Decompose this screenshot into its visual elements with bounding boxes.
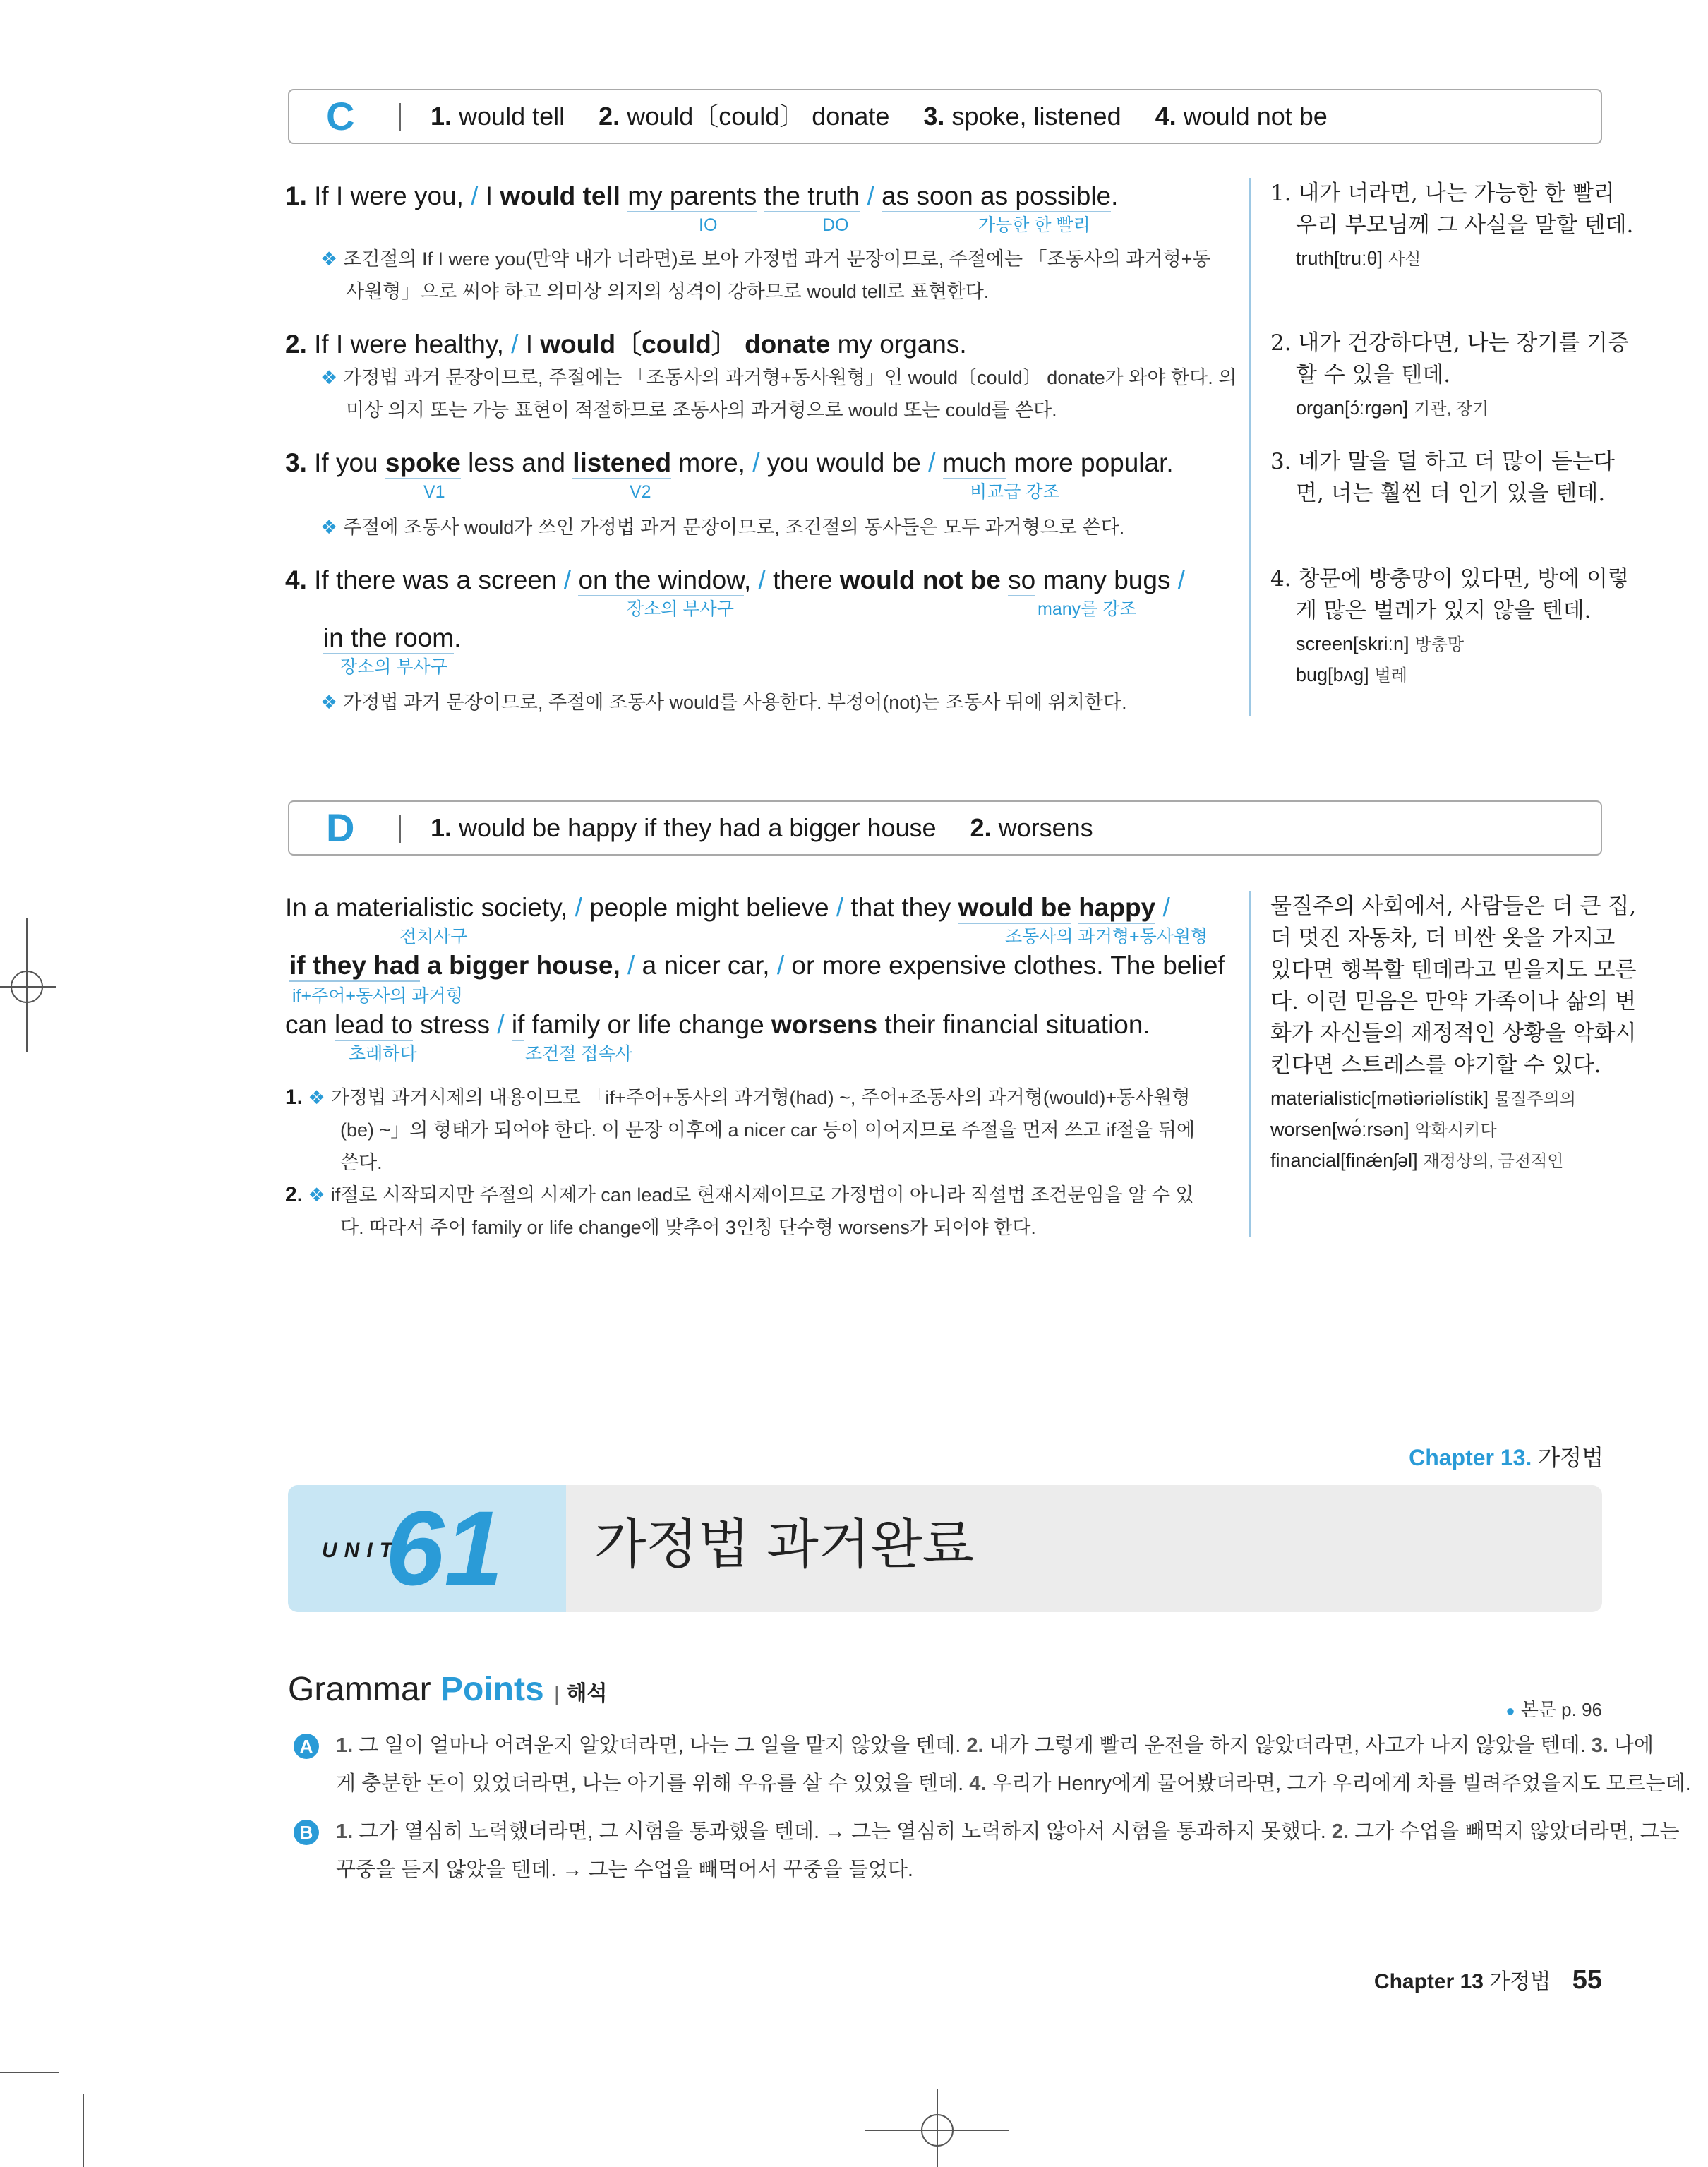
item-number: 2.	[966, 1734, 984, 1757]
text: or more expensive clothes. The belief	[784, 951, 1225, 980]
vocab-word: truth[truːθ]	[1296, 248, 1383, 269]
underlined: if they had	[289, 951, 420, 982]
note-text: 미상 의지 또는 가능 표현이 적절하므로 조동사의 과거형으로 would 또는 could를 쓴다.	[346, 400, 1057, 421]
vocab-meaning: 사실	[1388, 250, 1421, 269]
text: a nicer car,	[635, 951, 770, 980]
vocab-meaning: 방충망	[1414, 635, 1465, 654]
translation-text: 더 멋진 자동차, 더 비싼 옷을 가지고	[1270, 925, 1616, 951]
slash: /	[563, 565, 572, 594]
vocab-word: bug[bʌg]	[1296, 664, 1369, 685]
slash: /	[928, 448, 936, 477]
underlined: my parents	[627, 181, 757, 212]
note-text: 사원형」으로 써야 하고 의미상 의지의 성격이 강하므로 would tell로 표현한다.	[346, 281, 990, 302]
underlined: lead to	[335, 1010, 413, 1041]
underlined: on the window	[578, 565, 744, 596]
underlined: the truth	[764, 181, 860, 212]
text: more popular.	[1006, 448, 1174, 477]
section-letter-d: D	[326, 805, 355, 850]
chapter-label: Chapter 13.	[1409, 1445, 1532, 1470]
vocab-word: screen[skriːn]	[1296, 633, 1409, 654]
vocab-word: worsen[wə́ːrsən]	[1270, 1119, 1409, 1140]
text: stress	[413, 1010, 490, 1039]
text: can	[285, 1010, 335, 1039]
text: more,	[671, 448, 745, 477]
answer-num: 1.	[431, 102, 452, 131]
text: their financial situation.	[877, 1010, 1150, 1039]
text: that they	[843, 893, 958, 922]
footer-chapter: Chapter 13	[1373, 1970, 1484, 1993]
text: you would be	[759, 448, 921, 477]
translation-text: 게 많은 벌레가 있지 않을 텐데.	[1296, 598, 1592, 623]
annotation: V2	[630, 482, 651, 502]
slash: /	[776, 951, 785, 980]
note-text: if절로 시작되지만 주절의 시제가 can lead로 현재시제이므로 가정법이 아니라 직설법 조건문임을 알 수 있	[330, 1184, 1194, 1206]
note-text: 가정법 과거 문장이므로, 주절에 조동사 would를 사용한다. 부정어(not)는 조동사 뒤에 위치한다.	[343, 692, 1127, 713]
text: people might believe	[582, 893, 829, 922]
underlined: would be	[958, 893, 1071, 924]
underlined: if	[512, 1010, 525, 1041]
slash: /	[575, 893, 582, 922]
underlined: so	[1008, 565, 1035, 596]
text: 게 충분한 돈이 있었더라면, 나는 아기를 위해 우유를 살 수 있었을 텐데.	[336, 1772, 970, 1795]
unit-title: 가정법 과거완료	[594, 1513, 975, 1575]
underlined: much	[943, 448, 1006, 479]
note-text: 가정법 과거 문장이므로, 주절에는 「조동사의 과거형+동사원형」인 would〔could〕 donate가 와야 한다. 의	[343, 367, 1237, 388]
answer-text: spoke, listened	[944, 102, 1121, 131]
note-number: 2.	[285, 1183, 303, 1206]
text: 우리가 Henry에게 물어봤더라면, 그가 우리에게 차를 빌려주었을지도 모르는데.	[986, 1772, 1691, 1795]
bullet-dot-icon: ●	[1505, 1702, 1515, 1719]
slash: /	[752, 448, 760, 477]
section-badge-a: A	[294, 1734, 319, 1759]
item-number: 1.	[285, 181, 307, 210]
item-number: 1.	[336, 1820, 354, 1843]
text: 그 일이 얼마나 어려운지 알았더라면, 나는 그 일을 맡지 않았을 텐데.	[353, 1734, 967, 1757]
translation-text: 4. 창문에 방충망이 있다면, 방에 이렇	[1270, 566, 1629, 592]
heading-divider: |	[554, 1683, 560, 1705]
annotation: 초래하다	[349, 1044, 417, 1064]
text: my organs.	[830, 330, 967, 359]
slash: /	[1177, 565, 1186, 594]
translation-text: 킨다면 스트레스를 야기할 수 있다.	[1270, 1052, 1601, 1078]
annotation: many를 강조	[1038, 599, 1137, 619]
answer-num: 2.	[970, 813, 992, 842]
item-number: 2.	[1331, 1820, 1349, 1843]
vocab-word: organ[ɔ́ːrgən]	[1296, 397, 1409, 419]
annotation: 장소의 부사구	[340, 657, 447, 677]
text: In a materialistic society,	[285, 893, 568, 922]
slash: /	[758, 565, 766, 594]
diamond-icon: ❖	[320, 517, 338, 538]
text: 그가 수업을 빼먹지 않았더라면, 그는	[1349, 1820, 1680, 1843]
translation-text: 2. 내가 건강하다면, 나는 장기를 기증	[1270, 330, 1629, 356]
answer-num: 4.	[1155, 102, 1177, 131]
note-number: 1.	[285, 1086, 303, 1109]
vocab-meaning: 기관, 장기	[1414, 400, 1489, 419]
text: 꾸중을 듣지 않았을 텐데. → 그는 수업을 빼먹어서 꾸중을 들었다.	[336, 1859, 913, 1881]
diamond-icon: ❖	[320, 692, 338, 713]
vocab-meaning: 물질주의의	[1494, 1090, 1576, 1109]
translation-text: 화가 자신들의 재정적인 상황을 악화시	[1270, 1021, 1637, 1046]
slash: /	[511, 330, 519, 359]
annotation: 비교급 강조	[970, 482, 1060, 502]
vocab-meaning: 재정상의, 금전적인	[1423, 1152, 1564, 1171]
text: there	[765, 565, 840, 594]
vocab-word: materialistic[mətìəriəlístik]	[1270, 1088, 1489, 1109]
annotation: 가능한 한 빨리	[978, 215, 1090, 235]
item-number: 2.	[285, 330, 307, 359]
underlined: listened	[572, 448, 671, 479]
text: If I were healthy,	[314, 330, 504, 359]
diamond-icon: ❖	[320, 367, 338, 388]
annotation: if+주어+동사의 과거형	[292, 986, 463, 1006]
annotation: 장소의 부사구	[627, 599, 734, 619]
text: would not be	[839, 565, 1001, 594]
footer-title: 가정법	[1483, 1970, 1551, 1993]
annotation: 전치사구	[399, 927, 468, 947]
vocab-meaning: 악화시키다	[1414, 1121, 1497, 1140]
note-text: 다. 따라서 주어 family or life change에 맞추어 3인칭 단수형 worsens가 되어야 한다.	[340, 1217, 1036, 1238]
note-text: 주절에 조동사 would가 쓰인 가정법 과거 문장이므로, 조건절의 동사들은 모두 과거형으로 쓴다.	[343, 517, 1125, 538]
item-number: 4.	[285, 565, 307, 594]
underlined: in the room	[323, 623, 454, 654]
answer-text: would not be	[1176, 102, 1328, 131]
underlined: as soon as possible	[882, 181, 1111, 212]
slash: /	[497, 1010, 505, 1039]
text: family or life change	[524, 1010, 771, 1039]
text: If you	[314, 448, 385, 477]
text: less and	[460, 448, 573, 477]
text: I	[525, 330, 541, 359]
note-text: 쓴다.	[340, 1152, 383, 1173]
text: .	[454, 623, 462, 652]
diamond-icon: ❖	[308, 1184, 325, 1206]
slash: /	[867, 181, 874, 210]
text: 나에	[1608, 1734, 1654, 1757]
underlined: happy	[1078, 893, 1155, 924]
translation-text: 우리 부모님께 그 사실을 말할 텐데.	[1296, 212, 1634, 238]
slash: /	[471, 181, 479, 210]
translation-text: 다. 이런 믿음은 만약 가족이나 삶의 변	[1270, 989, 1637, 1014]
text: worsens	[771, 1010, 878, 1039]
item-number: 4.	[969, 1772, 987, 1795]
section-badge-b: B	[294, 1820, 319, 1845]
text: 내가 그렇게 빨리 운전을 하지 않았더라면, 사고가 나지 않았을 텐데.	[983, 1734, 1592, 1757]
item-number: 3.	[285, 448, 307, 477]
unit-number: 61	[385, 1489, 503, 1607]
annotation: 조건절 접속사	[525, 1044, 632, 1064]
heading-text: 해석	[566, 1682, 608, 1705]
vocab-meaning: 벌레	[1374, 666, 1407, 685]
annotation: IO	[699, 215, 718, 235]
text: would〔could〕 donate	[540, 330, 831, 359]
answer-num: 3.	[923, 102, 945, 131]
translation-text: 할 수 있을 텐데.	[1296, 362, 1451, 388]
translation-text: 있다면 행복할 텐데라고 믿을지도 모른	[1270, 957, 1637, 983]
slash: /	[627, 951, 635, 980]
heading-text: Points	[440, 1671, 544, 1708]
translation-text: 물질주의 사회에서, 사람들은 더 큰 집,	[1270, 894, 1637, 919]
text: many bugs	[1035, 565, 1171, 594]
diamond-icon: ❖	[308, 1087, 325, 1108]
annotation: 조동사의 과거형+동사원형	[1005, 927, 1208, 947]
underlined: spoke	[385, 448, 461, 479]
text: I	[485, 181, 500, 210]
vocab-word: financial[finǽnʃəl]	[1270, 1150, 1418, 1171]
answer-num: 2.	[599, 102, 620, 131]
text: If I were you,	[314, 181, 464, 210]
answer-text: would〔could〕 donate	[620, 102, 890, 131]
note-text: (be) ~」의 형태가 되어야 한다. 이 문장 이후에 a nicer car 등이 이어지므로 주절을 먼저 쓰고 if절을 뒤에	[340, 1119, 1196, 1141]
section-letter-c: C	[326, 94, 355, 138]
answer-text: worsens	[991, 813, 1093, 842]
item-number: 3.	[1591, 1734, 1608, 1757]
note-text: 가정법 과거시제의 내용이므로 「if+주어+동사의 과거형(had) ~, 주어+조동사의 과거형(would)+동사원형	[330, 1087, 1191, 1108]
diamond-icon: ❖	[320, 248, 338, 270]
chapter-title: 가정법	[1532, 1445, 1604, 1470]
slash: /	[836, 893, 844, 922]
text: a bigger house,	[420, 951, 620, 980]
text: If there was a screen	[314, 565, 557, 594]
translation-text: 면, 너는 훨씬 더 인기 있을 텐데.	[1296, 481, 1606, 506]
annotation: DO	[822, 215, 849, 235]
text: .	[1111, 181, 1119, 210]
translation-text: 3. 네가 말을 덜 하고 더 많이 듣는다	[1270, 449, 1615, 474]
page-number: 55	[1572, 1965, 1602, 1995]
item-number: 1.	[336, 1734, 354, 1757]
text: would tell	[500, 181, 620, 210]
unit-label: UNIT	[322, 1539, 399, 1562]
heading-text: Grammar	[288, 1671, 440, 1708]
text: ,	[743, 565, 752, 594]
annotation: V1	[423, 482, 445, 502]
answer-num: 1.	[431, 813, 452, 842]
note-text: 조건절의 If I were you(만약 내가 너라면)로 보아 가정법 과거 문장이므로, 주절에는 「조동사의 과거형+동	[343, 248, 1211, 270]
translation-text: 1. 내가 너라면, 나는 가능한 한 빨리	[1270, 181, 1615, 206]
text: 그가 열심히 노력했더라면, 그 시험을 통과했을 텐데. → 그는 열심히 노력하지 않아서 시험을 통과하지 못했다.	[353, 1820, 1332, 1843]
answer-text: would tell	[452, 102, 565, 131]
answer-text: would be happy if they had a bigger house	[452, 813, 937, 842]
slash: /	[1162, 893, 1170, 922]
reference-text: 본문 p. 96	[1520, 1699, 1602, 1720]
